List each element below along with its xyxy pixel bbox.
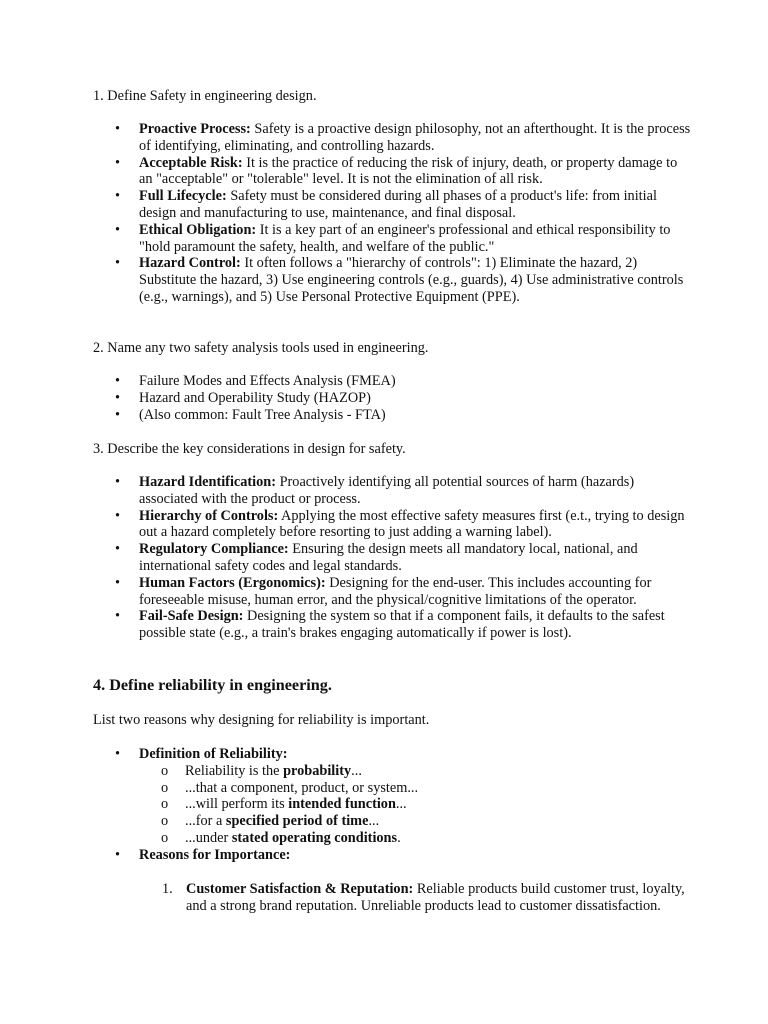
circle-bullet-icon: o xyxy=(161,779,169,796)
sub-list-item: o ...that a component, product, or system... xyxy=(161,779,419,796)
list-item: • Fail-Safe Design: Designing the system so that if a component fails, it defaults to the safest possible state (e.g., a train's brakes engaging automatically if power is lost). xyxy=(115,608,665,642)
circle-bullet-icon: o xyxy=(161,829,169,846)
list-item: • Full Lifecycle: Safety must be considered during all phases of a product's life: from initial design and manufacturing to use, maintenance, and final disposal. xyxy=(115,188,657,221)
bullet-icon: • xyxy=(115,846,121,863)
list-item: • Reasons for Importance: xyxy=(115,846,291,863)
circle-bullet-icon: o xyxy=(161,813,169,830)
bullet-icon: • xyxy=(115,474,121,490)
question-1-list xyxy=(93,121,693,306)
circle-bullet-icon: o xyxy=(161,762,169,779)
question-2-list xyxy=(93,373,693,423)
bullet-icon: • xyxy=(115,574,121,591)
bullet-icon: • xyxy=(115,541,121,558)
bullet-icon: • xyxy=(115,188,121,205)
list-item: • Definition of Reliability: xyxy=(115,746,288,762)
sub-list-item: o ...for a specified period of time... xyxy=(161,813,380,830)
numbered-list-item: 1. Customer Satisfaction & Reputation: Reliable products build customer trust, loyalty, and a strong brand reputation. Unreliable products lead to customer dissatisfaction. xyxy=(162,881,685,914)
question-4-list xyxy=(93,746,693,864)
question-1-title: 1. Define Safety in engineering design. xyxy=(93,88,317,104)
list-item: • Hierarchy of Controls: Applying the most effective safety measures first (e.t., trying to design out a hazard completely before resorting to just adding a warning label). xyxy=(115,507,685,541)
circle-bullet-icon: o xyxy=(161,796,169,813)
bullet-icon: • xyxy=(115,121,121,137)
bullet-icon: • xyxy=(115,406,121,423)
sub-list-item: o ...will perform its intended function... xyxy=(161,796,407,813)
bullet-icon: • xyxy=(115,255,121,272)
list-item: • Hazard Control: It often follows a "hierarchy of controls": 1) Eliminate the hazard, 2) Substitute the hazard, 3) Use engineering controls (e.g., guards), 4) Use administrative controls (e.g., warnings), and 5) Use Personal Protective Equipment (PPE). xyxy=(115,255,684,305)
bullet-icon: • xyxy=(115,221,121,238)
reasons-list xyxy=(93,881,686,915)
bullet-icon: • xyxy=(115,373,121,389)
sub-list-item: o Reliability is the probability... xyxy=(161,762,362,779)
list-item: • Regulatory Compliance: Ensuring the design meets all mandatory local, national, and international safety codes and legal standards. xyxy=(115,541,638,574)
list-item: • Human Factors (Ergonomics): Designing for the end-user. This includes accounting for foreseeable misuse, human error, and the physical/cognitive limitations of the operator. xyxy=(115,574,652,608)
bullet-icon: • xyxy=(115,507,121,524)
list-item: • Hazard and Operability Study (HAZOP) xyxy=(115,389,371,406)
list-item: • Proactive Process: Safety is a proactive design philosophy, not an afterthought. It is the process of identifying, eliminating, and controlling hazards. xyxy=(115,121,691,154)
question-2-title: 2. Name any two safety analysis tools used in engineering. xyxy=(93,340,429,356)
question-4-prompt: List two reasons why designing for reliability is important. xyxy=(93,712,430,728)
list-item: • (Also common: Fault Tree Analysis - FTA) xyxy=(115,406,386,423)
bullet-icon: • xyxy=(115,746,121,762)
question-3-list xyxy=(93,474,693,642)
bullet-icon: • xyxy=(115,608,121,625)
sub-list-item: o ...under stated operating conditions. xyxy=(161,829,401,846)
list-item: • Failure Modes and Effects Analysis (FMEA) xyxy=(115,373,396,389)
list-item: • Acceptable Risk: It is the practice of reducing the risk of injury, death, or property damage to an "acceptable" or "tolerable" level. It is not the elimination of all risk. xyxy=(115,154,678,188)
question-3-title: 3. Describe the key considerations in design for safety. xyxy=(93,441,406,457)
list-item: • Ethical Obligation: It is a key part of an engineer's professional and ethical responsibility to "hold paramount the safety, health, and welfare of the public." xyxy=(115,221,671,255)
question-4-heading: 4. Define reliability in engineering. xyxy=(93,676,332,694)
bullet-icon: • xyxy=(115,154,121,171)
bullet-icon: • xyxy=(115,389,121,406)
list-item: • Hazard Identification: Proactively identifying all potential sources of harm (hazards) associated with the product or process. xyxy=(115,474,635,507)
